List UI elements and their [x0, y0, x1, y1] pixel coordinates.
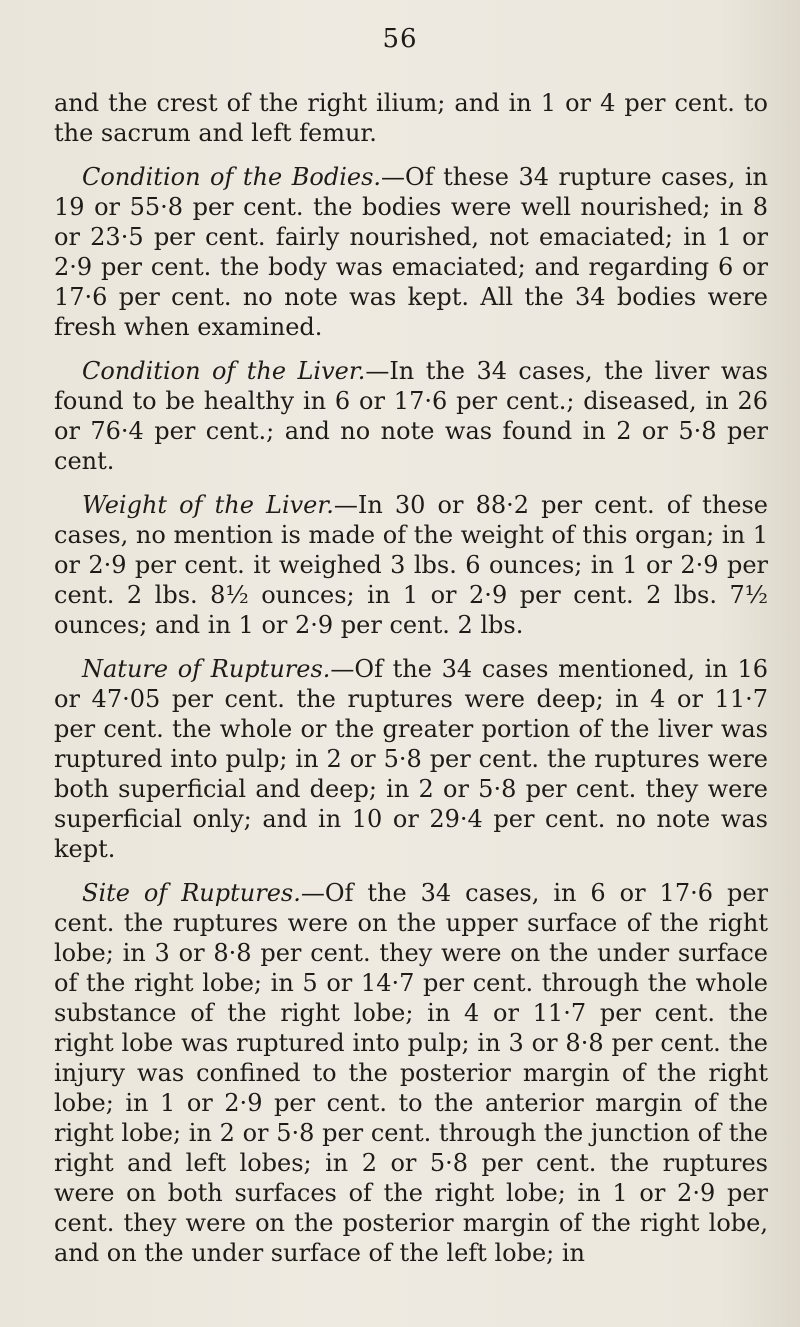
paragraph-heading: Condition of the Bodies. [82, 163, 382, 191]
paragraph-body: —In the 34 cases, the liver was found to be healthy in 6 or 17·6 per cent.; diseased, in 26 or 76·4 per cent.; and no note was found in 2 or 5·8 per cent. [54, 357, 769, 475]
text-block [54, 88, 768, 1282]
paragraph-body: —Of the 34 cases mentioned, in 16 or 47·05 per cent. the ruptures were deep; in 4 or 11·7 per cent. the whole or the greater portion of the liver was ruptured into pulp; in 2 or 5·8 per cent. the ruptures were both superficial and deep; in 2 or 5·8 per cent. they were superficial only; and in 10 or 29·4 per cent. no note was kept. [54, 655, 768, 863]
paragraph-heading: Nature of Ruptures. [82, 655, 331, 683]
paragraph-weight-of-liver [54, 490, 768, 640]
paragraph-heading: Condition of the Liver. [82, 357, 366, 385]
paragraph-heading: Site of Ruptures. [82, 879, 301, 907]
paragraph-body: —Of the 34 cases, in 6 or 17·6 per cent. the ruptures were on the upper surface of the right lobe; in 3 or 8·8 per cent. they were on the under surface of the right lobe; in 5 or 14·7 per cent. through the whole substance of the right lobe; in 4 or 11·7 per cent. the right lobe was ruptured into pulp; in 3 or 8·8 per cent. the injury was confined to the posterior margin of the right lobe; in 1 or 2·9 per cent. to the anterior margin of the right lobe; in 2 or 5·8 per cent. through the junction of the right and left lobes; in 2 or 5·8 per cent. the ruptures were on both surfaces of the right lobe; in 1 or 2·9 per cent. they were on the posterior margin of the right lobe, and on the under surface of the left lobe; in [54, 879, 768, 1267]
paragraph-continuation [54, 88, 768, 148]
page-number: 56 [382, 24, 418, 54]
paragraph-condition-of-bodies [54, 162, 768, 342]
paragraph-condition-of-liver [54, 356, 768, 476]
paragraph-heading: Weight of the Liver. [82, 491, 334, 519]
paragraph-nature-of-ruptures [54, 654, 768, 864]
paragraph-body: and the crest of the right ilium; and in 1 or 4 per cent. to the sacrum and left femur. [54, 89, 768, 147]
paragraph-site-of-ruptures [54, 878, 768, 1268]
paragraph-body: —In 30 or 88·2 per cent. of these cases, no mention is made of the weight of this organ; in 1 or 2·9 per cent. it weighed 3 lbs. 6 ounces; in 1 or 2·9 per cent. 2 lbs. 8½ ounces; in 1 or 2·9 per cent. 2 lbs. 7½ ounces; and in 1 or 2·9 per cent. 2 lbs. [54, 491, 769, 639]
paragraph-body: —Of these 34 rupture cases, in 19 or 55·8 per cent. the bodies were well nourished; in 8 or 23·5 per cent. fairly nourished, not emaciated; in 1 or 2·9 per cent. the body was emaciated; and regarding 6 or 17·6 per cent. no note was kept. All the 34 bodies were fresh when examined. [54, 163, 768, 341]
